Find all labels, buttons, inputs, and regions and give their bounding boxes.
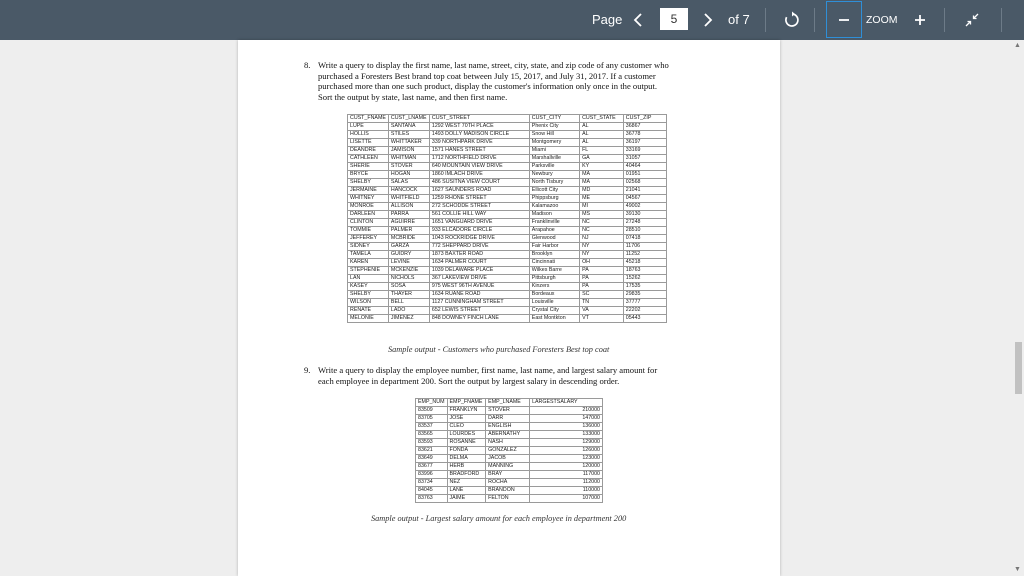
table-cell: 83593 [416,439,448,447]
table-cell: Phippsburg [529,195,579,203]
table-cell: NJ [580,235,624,243]
collapse-icon [965,13,979,27]
salary-results-table [415,398,603,503]
column-header: LARGESTSALARY [530,399,603,407]
table-row [416,471,603,479]
table-cell: RENATE [348,307,389,315]
column-header: CUST_LNAME [388,115,429,123]
table-cell: 110000 [530,487,603,495]
table-cell: 112000 [530,479,603,487]
table-cell: MS [580,211,624,219]
table-row [348,291,667,299]
table-cell: LISETTE [348,139,389,147]
page-label: Page [592,12,623,27]
table-cell: 18763 [623,267,666,275]
table-cell: NY [580,243,624,251]
table-cell: 83565 [416,431,448,439]
table-cell: 933 ELCADORE CIRCLE [429,227,529,235]
table-cell: HANCOCK [388,187,429,195]
column-header: EMP_LNAME [486,399,530,407]
table-cell: 1292 WEST 70TH PLACE [429,123,529,131]
table-cell: 31057 [623,155,666,163]
toolbar-divider [1001,8,1002,32]
table-cell: 129000 [530,439,603,447]
table-cell: 210000 [530,407,603,415]
table-cell: 45218 [623,259,666,267]
table-cell: MCKENZIE [388,267,429,275]
table-cell: 22202 [623,307,666,315]
table-cell: 123000 [530,455,603,463]
table-cell: THAYER [388,291,429,299]
table-cell: PARRA [388,211,429,219]
previous-page-button[interactable] [628,6,648,34]
table-cell: 40464 [623,163,666,171]
table-cell: 83763 [416,495,448,503]
question-text [318,60,669,102]
table-cell: GUIDRY [388,251,429,259]
table-row [416,423,603,431]
table-cell: 339 NORTHPARK DRIVE [429,139,529,147]
table-cell: TAMELA [348,251,389,259]
table-row [416,407,603,415]
column-header: EMP_FNAME [447,399,486,407]
table-cell: 975 WEST 96TH AVENUE [429,283,529,291]
viewer-toolbar [0,0,1024,40]
table-cell: JAIME [447,495,486,503]
table-cell: PA [580,267,624,275]
table-cell: Marshallville [529,155,579,163]
table-cell: 561 COLLIE HILL WAY [429,211,529,219]
table-cell: 05443 [623,315,666,323]
table-cell: PA [580,283,624,291]
table-cell: TN [580,299,624,307]
table-cell: DARLEEN [348,211,389,219]
table-cell: 107000 [530,495,603,503]
table-cell: 02568 [623,179,666,187]
table-cell: 1259 RHONE STREET [429,195,529,203]
table-cell: 772 SHEPPARD DRIVE [429,243,529,251]
table-cell: 652 LEWIS STREET [429,307,529,315]
table-cell: MI [580,203,624,211]
table-cell: MANNING [486,463,530,471]
table-cell: 136000 [530,423,603,431]
column-header: CUST_ZIP [623,115,666,123]
table-cell: SANTANA [388,123,429,131]
toolbar-divider [944,8,945,32]
table-cell: NICHOLS [388,275,429,283]
table-header-row [416,399,603,407]
table-cell: BRADFORD [447,471,486,479]
column-header: CUST_STATE [580,115,624,123]
table-cell: 1571 HANES STREET [429,147,529,155]
table-cell: 37777 [623,299,666,307]
question-text [318,365,657,386]
table-cell: LANE [447,487,486,495]
table-cell: NC [580,219,624,227]
rotate-icon [783,11,801,29]
table-cell: Fair Harbor [529,243,579,251]
table-cell: 83734 [416,479,448,487]
table-cell: SALAS [388,179,429,187]
table-cell: AL [580,139,624,147]
chevron-left-icon [633,12,643,28]
next-page-button[interactable] [698,6,718,34]
table-cell: LOURDES [447,431,486,439]
table-cell: MA [580,171,624,179]
scroll-up-icon[interactable]: ▲ [1014,42,1021,49]
table-cell: 133000 [530,431,603,439]
table-cell: ENGLISH [486,423,530,431]
table-cell: Madison [529,211,579,219]
fit-page-button[interactable] [962,6,982,34]
table-cell: KY [580,163,624,171]
table-cell: MD [580,187,624,195]
table-cell: STILES [388,131,429,139]
table-cell: Snow Hill [529,131,579,139]
table-cell: 126000 [530,447,603,455]
table-cell: LADO [388,307,429,315]
table-cell: 11706 [623,243,666,251]
table-cell: WILSON [348,299,389,307]
table-cell: JIMENEZ [388,315,429,323]
table-cell: MELONIE [348,315,389,323]
table-cell: 27248 [623,219,666,227]
table-cell: NC [580,227,624,235]
table-cell: HOLLIS [348,131,389,139]
table-cell: KAREN [348,259,389,267]
table-cell: FELTON [486,495,530,503]
table-cell: Miami [529,147,579,155]
table-cell: NASH [486,439,530,447]
document-page [238,40,780,576]
toolbar-divider [814,8,815,32]
table-cell: 83677 [416,463,448,471]
table-cell: 29835 [623,291,666,299]
table-cell: 36867 [623,123,666,131]
table-row [348,275,667,283]
table-cell: TOMMIE [348,227,389,235]
question-number: 9. [304,365,311,375]
table-row [348,203,667,211]
table-cell: Louisville [529,299,579,307]
zoom-label: ZOOM [866,14,898,26]
table-cell: 367 LAKEVIEW DRIVE [429,275,529,283]
customer-results-table [347,114,667,323]
zoom-in-icon [914,14,926,26]
table-cell: Wilkes Barre [529,267,579,275]
table-row [348,171,667,179]
table-cell: CATHLEEN [348,155,389,163]
table-cell: 28510 [623,227,666,235]
table-cell: 36778 [623,131,666,139]
table-row [348,283,667,291]
table-cell: BRAY [486,471,530,479]
table-cell: JAMISON [388,147,429,155]
table-cell: BRANDON [486,487,530,495]
table-cell: AL [580,131,624,139]
table-row [416,495,603,503]
table-cell: AGUIRRE [388,219,429,227]
table-row [416,431,603,439]
table-row [348,211,667,219]
column-header: EMP_NUM [416,399,448,407]
table-cell: MA [580,179,624,187]
table-row [348,251,667,259]
table-row [348,219,667,227]
question-line: purchased a Foresters Best brand top coat between July 15, 2017, and July 31, 2017. If a customer [318,70,656,81]
table-cell: AL [580,123,624,131]
table-row [348,179,667,187]
table-row [348,195,667,203]
table-cell: Parksville [529,163,579,171]
table-cell: HOGAN [388,171,429,179]
table-cell: CLINTON [348,219,389,227]
chevron-right-icon [703,12,713,28]
table-cell: JACOB [486,455,530,463]
table-cell: GARZA [388,243,429,251]
table-cell: NY [580,251,624,259]
table-cell: 1634 PALMER COURT [429,259,529,267]
table-cell: 117000 [530,471,603,479]
question-9 [304,365,724,387]
column-header: CUST_CITY [529,115,579,123]
scroll-down-icon[interactable]: ▼ [1014,566,1021,573]
table-row [348,259,667,267]
table-cell: Arapahoe [529,227,579,235]
table-cell: Glenwood [529,235,579,243]
table-row [348,307,667,315]
table-cell: 1712 NORTHFIELD DRIVE [429,155,529,163]
table-cell: BRYCE [348,171,389,179]
table-cell: 33169 [623,147,666,155]
table-cell: Pittsburgh [529,275,579,283]
table-cell: Newbury [529,171,579,179]
table-cell: PA [580,275,624,283]
table-cell: SHELBY [348,291,389,299]
table-cell: Kinzers [529,283,579,291]
table-cell: 83996 [416,471,448,479]
table-cell: Franklinville [529,219,579,227]
table-cell: 848 DOWNEY FINCH LANE [429,315,529,323]
table-cell: ALLISON [388,203,429,211]
table-cell: WHITMAN [388,155,429,163]
table-cell: OH [580,259,624,267]
table-cell: MONROE [348,203,389,211]
table-cell: 83621 [416,447,448,455]
table-row [416,447,603,455]
table-cell: DARR [486,415,530,423]
table-cell: 01951 [623,171,666,179]
table-row [416,455,603,463]
table-cell: 36197 [623,139,666,147]
table-cell: ME [580,195,624,203]
table-cell: Montgomery [529,139,579,147]
question-8 [304,60,724,104]
table-cell: 640 MOUNTAIN VIEW DRIVE [429,163,529,171]
question-line: Sort the output by state, last name, and then first name. [318,91,508,102]
table-cell: GA [580,155,624,163]
question-line: each employee in department 200. Sort the output by largest salary in descending order. [318,375,620,386]
table-cell: 49002 [623,203,666,211]
table-cell: Crystal City [529,307,579,315]
table-cell: 84045 [416,487,448,495]
table-row [348,187,667,195]
table-cell: 17535 [623,283,666,291]
table-cell: 120000 [530,463,603,471]
table-cell: SHERIE [348,163,389,171]
table-cell: Brooklyn [529,251,579,259]
table-cell: LUPE [348,123,389,131]
table-cell: FONDA [447,447,486,455]
table-cell: 1651 VANGUARD DRIVE [429,219,529,227]
zoom-in-button[interactable] [910,6,930,34]
table-cell: HERB [447,463,486,471]
table-cell: 1627 SAUNDERS ROAD [429,187,529,195]
table-cell: ROSANNE [447,439,486,447]
table-row [348,315,667,323]
table-cell: STEPHENIE [348,267,389,275]
table-cell: 147000 [530,415,603,423]
table-cell: Kalamazoo [529,203,579,211]
scrollbar-thumb[interactable] [1015,342,1022,394]
table-row [416,439,603,447]
table-row [416,415,603,423]
question-number: 8. [304,60,311,70]
question-line: purchased more than one such product, display the customer's information only once in the output. [318,81,658,91]
table-cell: VA [580,307,624,315]
table-cell: 1634 RUANE ROAD [429,291,529,299]
table-row [416,487,603,495]
table-cell: 1860 IMLACH DRIVE [429,171,529,179]
table-row [348,163,667,171]
table-cell: Phenix City [529,123,579,131]
table-cell: WHITNEY [348,195,389,203]
table-cell: BELL [388,299,429,307]
table-cell: Bordeaux [529,291,579,299]
table-cell: DELMA [447,455,486,463]
table-cell: PALMER [388,227,429,235]
table-cell: 83705 [416,415,448,423]
table-row [348,267,667,275]
table-cell: KASEY [348,283,389,291]
table-row [348,155,667,163]
table-cell: WHITTAKER [388,139,429,147]
table-cell: 15262 [623,275,666,283]
question-line: Write a query to display the employee number, first name, last name, and largest salary amount for [318,365,658,375]
table-cell: East Montkton [529,315,579,323]
table-cell: JERMAINE [348,187,389,195]
table-cell: 21041 [623,187,666,195]
table-cell: JOSE [447,415,486,423]
table-cell: 39130 [623,211,666,219]
table-cell: 1127 CUNNINGHAM STREET [429,299,529,307]
table-header-row [348,115,667,123]
table-cell: DEANDRE [348,147,389,155]
table-cell: 1493 DOLLY MADISON CIRCLE [429,131,529,139]
table-cell: Ellicott City [529,187,579,195]
column-header: CUST_STREET [429,115,529,123]
table-cell: STOVER [486,407,530,415]
table-cell: ROCHA [486,479,530,487]
table-cell: SHELBY [348,179,389,187]
table-cell: FL [580,147,624,155]
table-cell: WHITFIELD [388,195,429,203]
table-row [348,123,667,131]
table-cell: SOSA [388,283,429,291]
table-caption: Sample output - Customers who purchased Foresters Best top coat [388,345,610,354]
table-cell: 1039 DELAWARE PLACE [429,267,529,275]
page-number-input[interactable] [660,8,688,30]
question-line: Write a query to display the first name, last name, street, city, state, and zip code of any customer who [318,60,669,70]
table-cell: 83649 [416,455,448,463]
table-cell: LAN [348,275,389,283]
table-cell: 04567 [623,195,666,203]
table-cell: STOVER [388,163,429,171]
zoom-out-icon [838,14,850,26]
table-cell: JEFFEREY [348,235,389,243]
table-cell: 07418 [623,235,666,243]
table-row [348,243,667,251]
table-cell: ABERNATHY [486,431,530,439]
table-cell: North Tisbury [529,179,579,187]
table-cell: VT [580,315,624,323]
table-cell: GONZALEZ [486,447,530,455]
table-row [416,463,603,471]
toolbar-divider [765,8,766,32]
zoom-out-button[interactable] [834,6,854,34]
table-row [348,139,667,147]
page-count-label: of 7 [728,12,750,27]
table-cell: 11252 [623,251,666,259]
column-header: CUST_FNAME [348,115,389,123]
table-caption: Sample output - Largest salary amount for each employee in department 200 [371,514,627,523]
table-row [348,235,667,243]
table-row [416,479,603,487]
table-cell: 1873 BAXTER ROAD [429,251,529,259]
table-cell: MCBRIDE [388,235,429,243]
table-cell: LEVINE [388,259,429,267]
table-cell: 272 SCHODDE STREET [429,203,529,211]
table-row [348,227,667,235]
table-cell: 1043 ROCKRIDGE DRIVE [429,235,529,243]
table-row [348,147,667,155]
table-cell: SIDNEY [348,243,389,251]
table-cell: SC [580,291,624,299]
table-cell: NEZ [447,479,486,487]
table-cell: 83509 [416,407,448,415]
table-cell: CLEO [447,423,486,431]
vertical-scrollbar[interactable] [1012,40,1024,576]
table-cell: FRANKLYN [447,407,486,415]
table-row [348,299,667,307]
table-cell: 83537 [416,423,448,431]
table-cell: 486 SUSITNA VIEW COURT [429,179,529,187]
table-cell: Cincinnati [529,259,579,267]
rotate-button[interactable] [780,6,804,34]
table-row [348,131,667,139]
